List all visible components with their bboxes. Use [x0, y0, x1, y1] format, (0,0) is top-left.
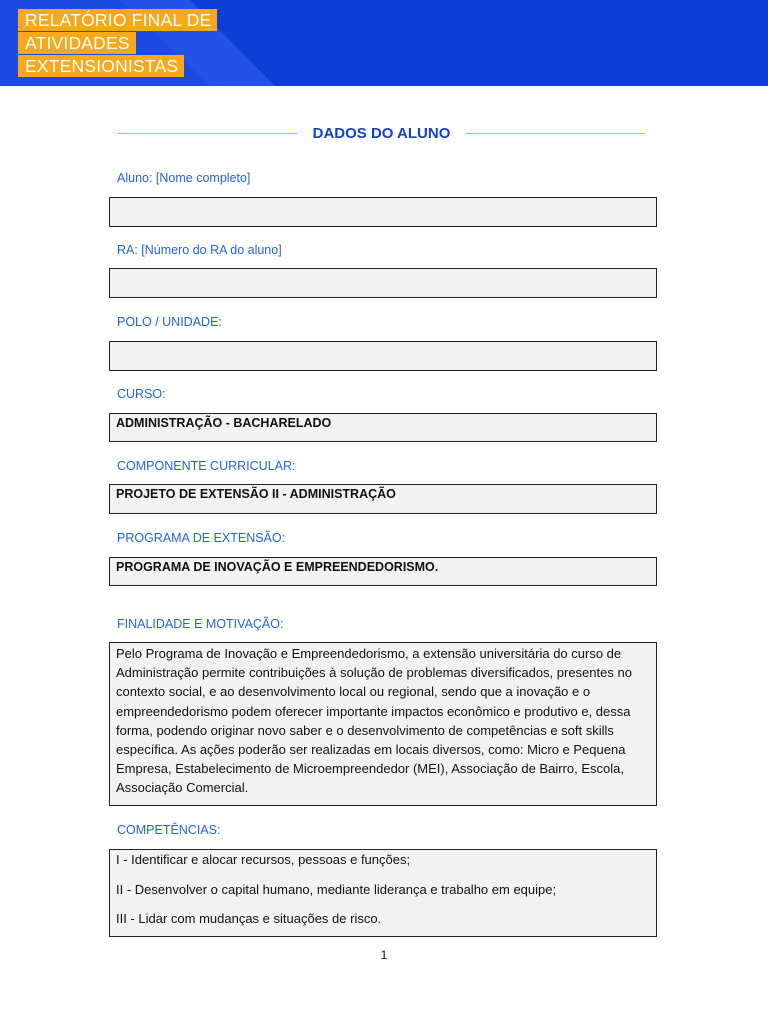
- programa-label: PROGRAMA DE EXTENSÃO:: [117, 531, 286, 545]
- report-title-line-1: RELATÓRIO FINAL DE: [18, 9, 217, 31]
- ra-label: RA: [Número do RA do aluno]: [117, 243, 282, 257]
- ra-field[interactable]: [109, 268, 657, 298]
- report-header: [0, 0, 768, 86]
- report-title-line-2: ATIVIDADES: [18, 32, 136, 54]
- finalidade-field[interactable]: [109, 642, 657, 806]
- curso-field[interactable]: [109, 413, 657, 442]
- aluno-label: Aluno: [Nome completo]: [117, 171, 251, 185]
- report-title-line-3: EXTENSIONISTAS: [18, 55, 184, 77]
- section-heading: [118, 120, 645, 146]
- polo-label: POLO / UNIDADE:: [117, 315, 222, 329]
- competencia-item-3: III - Lidar com mudanças e situações de risco.: [116, 911, 382, 926]
- heading-rule-left: [118, 133, 297, 134]
- curso-value: ADMINISTRAÇÃO - BACHARELADO: [116, 416, 332, 430]
- finalidade-label: FINALIDADE E MOTIVAÇÃO:: [117, 617, 284, 631]
- curso-label: CURSO:: [117, 387, 166, 401]
- programa-field[interactable]: [109, 557, 657, 586]
- report-title: [18, 9, 217, 78]
- heading-rule-right: [466, 133, 645, 134]
- componente-label: COMPONENTE CURRICULAR:: [117, 459, 296, 473]
- competencia-item-1: I - Identificar e alocar recursos, pessoas e funções;: [116, 852, 411, 867]
- competencias-field[interactable]: [109, 849, 657, 937]
- programa-value: PROGRAMA DE INOVAÇÃO E EMPREENDEDORISMO.: [116, 560, 439, 574]
- finalidade-text: Pelo Programa de Inovação e Empreendedorismo, a extensão universitária do curso de Administração permite contribuições à solução de problemas diversificados, presentes no contexto social, e ao desenvolvimento local ou regional, sendo que a inovação e o empreendedorismo podem oferecer importante impactos econômico e produtivo e, dessa forma, podendo originar novo saber e o desenvolvimento de competências e soft skills específica. As ações poderão ser realizadas em locais diversos, como: Micro e Pequena Empresa, Estabelecimento de Microempreendedor (MEI), Associação de Bairro, Escola, Associação Comercial.: [116, 646, 632, 796]
- section-heading-text: DADOS DO ALUNO: [312, 124, 451, 142]
- aluno-field[interactable]: [109, 197, 657, 227]
- page-number: 1: [380, 948, 388, 962]
- polo-field[interactable]: [109, 341, 657, 371]
- componente-value: PROJETO DE EXTENSÃO II - ADMINISTRAÇÃO: [116, 487, 396, 501]
- componente-field[interactable]: [109, 484, 657, 514]
- competencia-item-2: II - Desenvolver o capital humano, mediante liderança e trabalho em equipe;: [116, 881, 557, 897]
- competencias-label: COMPETÊNCIAS:: [117, 823, 221, 837]
